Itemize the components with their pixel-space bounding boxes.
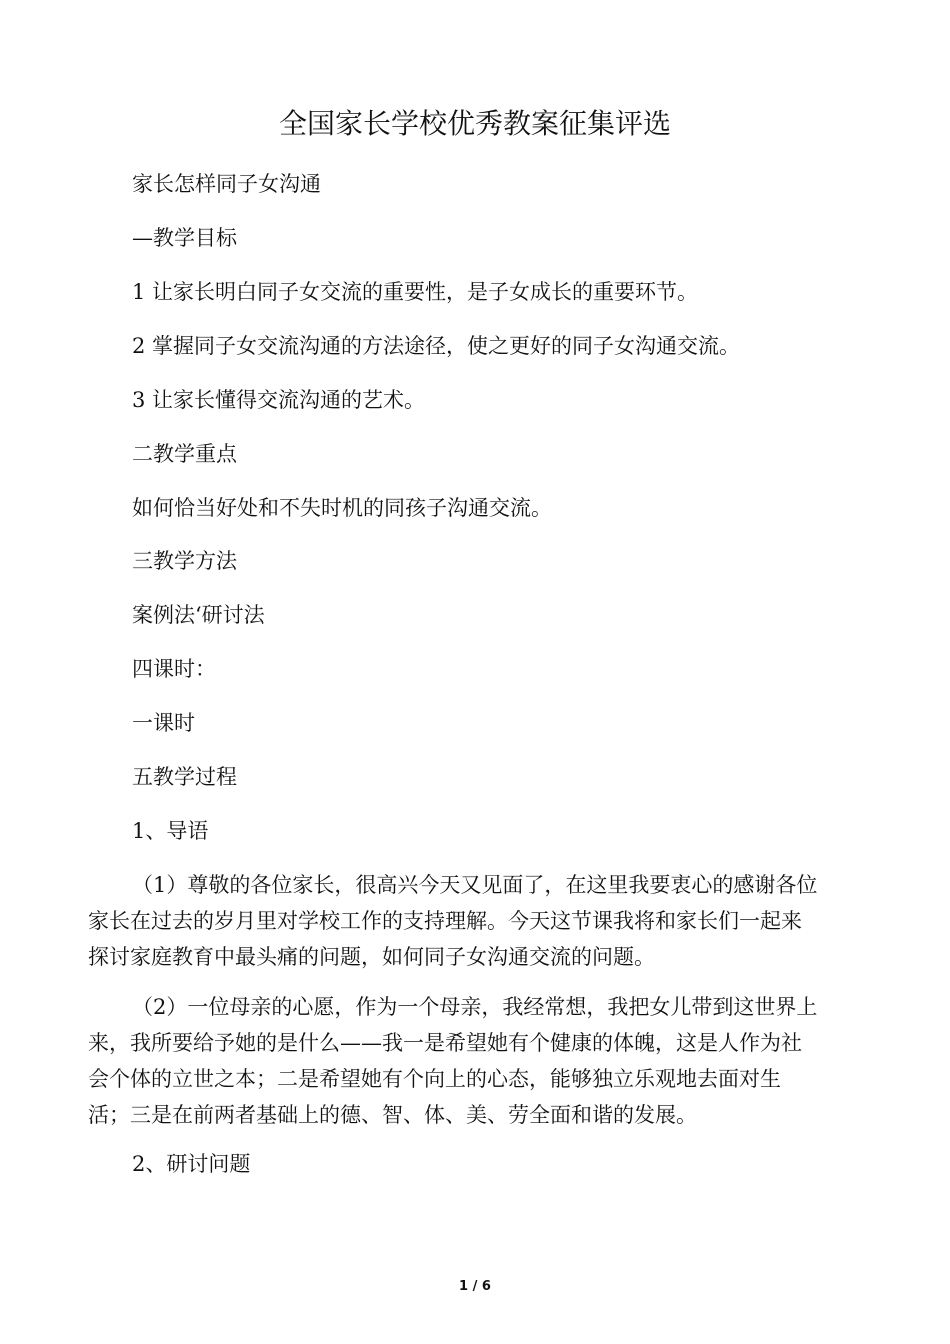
document-title: 全国家长学校优秀教案征集评选 [278, 107, 671, 140]
section-heading-methods: 三教学方法 [132, 549, 237, 573]
periods-text: 一课时 [132, 711, 195, 735]
section-heading-objectives: —教学目标 [132, 226, 237, 250]
paragraph-1-line: （1）尊敬的各位家长，很高兴今天又见面了，在这里我要衷心的感谢各位 [132, 873, 818, 897]
subsection-discussion: 2、研讨问题 [132, 1152, 251, 1176]
objective-1: 1 让家长明白同子女交流的重要性，是子女成长的重要环节。 [132, 280, 699, 304]
section-heading-focus: 二教学重点 [132, 442, 237, 466]
section-heading-process: 五教学过程 [132, 765, 237, 789]
section-heading-periods: 四课时： [132, 657, 216, 681]
paragraph-2-line: 活；三是在前两者基础上的德、智、体、美、劳全面和谐的发展。 [88, 1103, 697, 1127]
paragraph-1 [88, 867, 858, 975]
paragraph-1-line: 家长在过去的岁月里对学校工作的支持理解。今天这节课我将和家长们一起来 [88, 909, 802, 933]
objective-3: 3 让家长懂得交流沟通的艺术。 [132, 388, 426, 412]
paragraph-2-line: （2）一位母亲的心愿，作为一个母亲，我经常想，我把女儿带到这世界上 [132, 995, 818, 1019]
page-indicator: 1 / 6 [459, 1279, 491, 1294]
paragraph-2 [88, 989, 858, 1133]
focus-text: 如何恰当好处和不失时机的同孩子沟通交流。 [132, 496, 552, 520]
lesson-topic: 家长怎样同子女沟通 [132, 172, 321, 196]
paragraph-1-line: 探讨家庭教育中最头痛的问题，如何同子女沟通交流的问题。 [88, 945, 655, 969]
objective-2: 2 掌握同子女交流沟通的方法途径，使之更好的同子女沟通交流。 [132, 334, 741, 358]
methods-text: 案例法‘研讨法 [132, 603, 265, 627]
paragraph-2-line: 会个体的立世之本；二是希望她有个向上的心态，能够独立乐观地去面对生 [88, 1067, 781, 1091]
subsection-intro: 1、导语 [132, 819, 209, 843]
paragraph-2-line: 来，我所要给予她的是什么——我一是希望她有个健康的体魄，这是人作为社 [88, 1031, 802, 1055]
